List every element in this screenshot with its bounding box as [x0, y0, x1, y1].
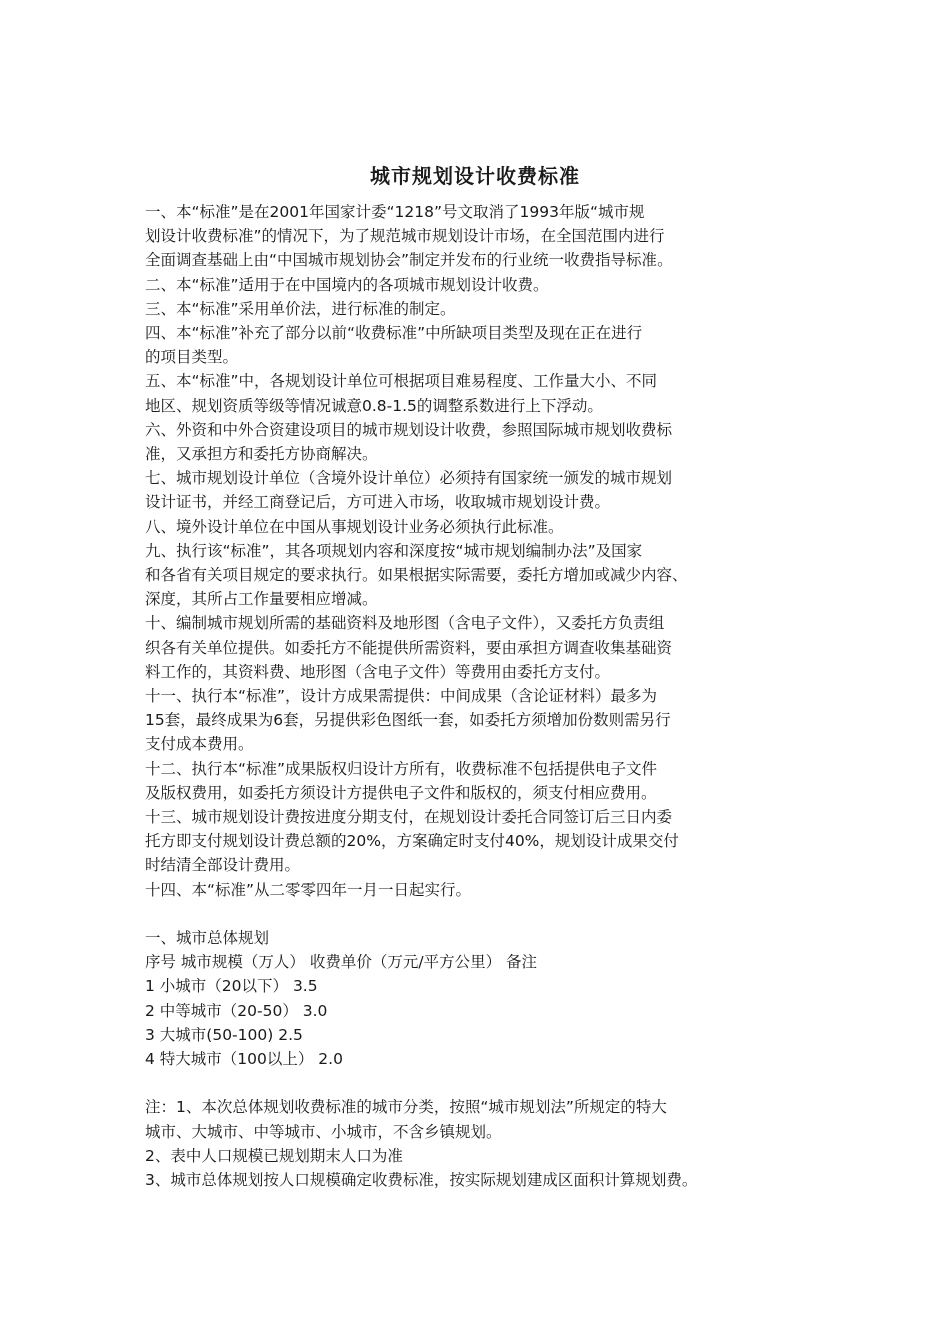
clause-line: 深度，其所占工作量要相应增减。 [145, 590, 378, 609]
clause-line: 料工作的，其资料费、地形图（含电子文件）等费用由委托方支付。 [145, 662, 611, 681]
clause-line: 准，又承担方和委托方协商解决。 [145, 445, 378, 464]
section-heading: 一、城市总体规划 [145, 929, 270, 948]
clause-line: 15套，最终成果为6套，另提供彩色图纸一套，如委托方须增加份数则需另行 [145, 711, 671, 730]
clause-line: 织各有关单位提供。如委托方不能提供所需资料，要由承担方调查收集基础资 [145, 638, 673, 657]
document-title: 城市规划设计收费标准 [370, 164, 580, 188]
clause-line: 划设计收费标准”的情况下，为了规范城市规划设计市场，在全国范围内进行 [145, 227, 665, 246]
note-line: 注：1、本次总体规划收费标准的城市分类，按照“城市规划法”所规定的特大 [145, 1098, 667, 1117]
table-row: 1 小城市（20以下） 3.5 [145, 977, 318, 996]
table-row: 4 特大城市（100以上） 2.0 [145, 1050, 343, 1069]
clause-line: 三、本“标准”采用单价法，进行标准的制定。 [145, 299, 456, 318]
clause-line: 和各省有关项目规定的要求执行。如果根据实际需要，委托方增加或减少内容、 [145, 566, 688, 585]
clause-line: 五、本“标准”中，各规划设计单位可根据项目难易程度、工作量大小、不同 [145, 372, 658, 391]
clause-line: 十、编制城市规划所需的基础资料及地形图（含电子文件），又委托方负责组 [145, 614, 665, 633]
clause-line: 地区、规划资质等级等情况诚意0.8-1.5的调整系数进行上下浮动。 [145, 396, 603, 415]
clause-line: 全面调查基础上由“中国城市规划协会”制定并发布的行业统一收费指导标准。 [145, 251, 673, 270]
document-body [145, 200, 825, 1192]
clause-line: 支付成本费用。 [145, 735, 254, 754]
clause-line: 十二、执行本“标准”成果版权归设计方所有，收费标准不包括提供电子文件 [145, 759, 658, 778]
table-row: 2 中等城市（20-50） 3.0 [145, 1001, 328, 1020]
clause-line: 及版权费用，如委托方须设计方提供电子文件和版权的，须支付相应费用。 [145, 783, 657, 802]
clause-line: 时结清全部设计费用。 [145, 856, 301, 875]
clause-line: 九、执行该“标准”，其各项规划内容和深度按“城市规划编制办法”及国家 [145, 541, 643, 560]
clause-line: 十一、执行本“标准”，设计方成果需提供：中间成果（含论证材料）最多为 [145, 687, 658, 706]
spacer [145, 1071, 825, 1095]
clause-line: 设计证书，并经工商登记后，方可进入市场，收取城市规划设计费。 [145, 493, 611, 512]
table-header-row: 序号 城市规模（万人） 收费单价（万元/平方公里） 备注 [145, 953, 538, 972]
clause-line: 一、本“标准”是在2001年国家计委“1218”号文取消了1993年版“城市规 [145, 203, 645, 221]
table-row: 3 大城市(50-100) 2.5 [145, 1025, 303, 1044]
note-line: 2、表中人口规模已规划期末人口为准 [145, 1146, 403, 1165]
clause-line: 十四、本“标准”从二零零四年一月一日起实行。 [145, 880, 472, 899]
clause-line: 的项目类型。 [145, 348, 239, 367]
clause-line: 十三、城市规划设计费按进度分期支付，在规划设计委托合同签订后三日内委 [145, 808, 673, 827]
spacer [145, 902, 825, 926]
note-line: 城市、大城市、中等城市、小城市，不含乡镇规划。 [145, 1122, 502, 1141]
note-line: 3、城市总体规划按人口规模确定收费标准，按实际规划建成区面积计算规划费。 [145, 1171, 698, 1190]
clause-line: 二、本“标准”适用于在中国境内的各项城市规划设计收费。 [145, 275, 549, 294]
clause-line: 托方即支付规划设计费总额的20%，方案确定时支付40%，规划设计成果交付 [145, 832, 679, 851]
clause-line: 六、外资和中外合资建设项目的城市规划设计收费，参照国际城市规划收费标 [145, 420, 673, 439]
clause-line: 七、城市规划设计单位（含境外设计单位）必须持有国家统一颁发的城市规划 [145, 469, 673, 488]
clause-line: 四、本“标准”补充了部分以前“收费标准”中所缺项目类型及现在正在进行 [145, 324, 643, 343]
clause-line: 八、境外设计单位在中国从事规划设计业务必须执行此标准。 [145, 517, 564, 536]
